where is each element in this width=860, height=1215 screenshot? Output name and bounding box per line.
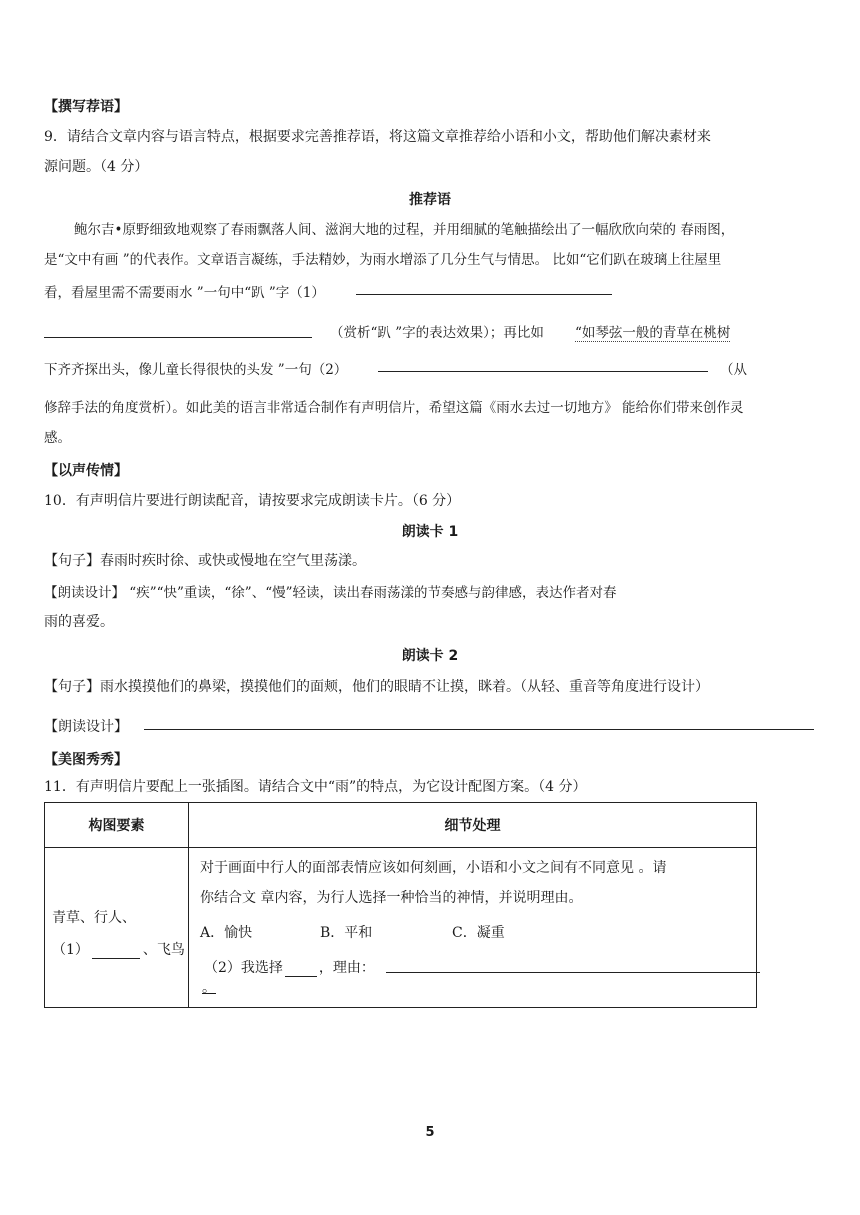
elements-cell <box>45 848 189 1008</box>
answer-blank-2[interactable] <box>378 371 708 372</box>
table-header-details: 细节处理 <box>189 803 757 848</box>
q11-stem: 11．有声明信片要配上一张插图。请结合文中“雨”的特点，为它设计配图方案。（4 分） <box>44 779 587 795</box>
q9-stem-line-2: 源问题。（4 分） <box>44 159 149 175</box>
elements-line-1: 青草、行人、 <box>52 910 136 926</box>
choice-answer-blank[interactable] <box>285 962 317 977</box>
reading-card-2-design-label: 【朗读设计】 <box>44 719 128 735</box>
recommendation-line-4-note: （赏析“趴 ”字的表达效果）；再比如 <box>330 325 544 341</box>
reading-card-2-title: 朗读卡 2 <box>401 648 459 664</box>
q9-stem-line-1: 9．请结合文章内容与语言特点，根据要求完善推荐语，将这篇文章推荐给小语和小文，帮助他们解决素材来 <box>44 129 711 145</box>
recommendation-line-6: 修辞手法的角度赏析）。如此美的语言非常适合制作有声明信片，希望这篇《雨水去过一切地方》 能给你们带来创作灵 <box>44 400 744 416</box>
section-heading-recommend: 【撰写荐语】 <box>44 99 128 115</box>
details-cell <box>189 848 757 1008</box>
option-c[interactable]: C．凝重 <box>452 925 505 941</box>
recommendation-line-3: 看，看屋里需不需要雨水 ”一句中“趴 ”字（1） <box>44 285 325 301</box>
recommendation-line-2: 是“文中有画 ”的代表作。文章语言凝练，手法精妙，为雨水增添了几分生气与情思。 比如“它们趴在玻璃上往屋里 <box>44 252 722 268</box>
reading-card-1-title: 朗读卡 1 <box>401 524 459 540</box>
reason-label: ，理由： <box>318 960 375 976</box>
elements-answer-blank[interactable] <box>92 944 140 959</box>
recommendation-line-5: 下齐齐探出头，像儿童长得很快的头发 ”一句（2） <box>44 362 348 378</box>
details-line-1: 对于画面中行人的面部表情应该如何刻画，小语和小文之间有不同意见 。请 <box>200 860 667 876</box>
page-number: 5 <box>425 1125 435 1140</box>
recommendation-line-4-quote: “如琴弦一般的青草在桃树 <box>575 321 730 342</box>
illustration-plan-table <box>44 802 757 1008</box>
q10-stem: 10．有声明信片要进行朗读配音，请按要求完成朗读卡片。（6 分） <box>44 493 461 509</box>
elements-line-2-end: 、飞鸟 <box>142 942 185 958</box>
reading-card-2-sentence: 【句子】雨水摸摸他们的鼻梁，摸摸他们的面颊，他们的眼睛不让摸，眯着。（从轻、重音等角度进行设计） <box>44 679 709 695</box>
recommendation-line-1: 鲍尔吉•原野细致地观察了春雨飘落人间、滋润大地的过程，并用细腻的笔触描绘出了一幅欣欣向荣的 春雨图， <box>74 222 735 238</box>
answer-blank-1a[interactable] <box>356 294 612 295</box>
answer-blank-1b[interactable] <box>44 337 312 338</box>
option-a[interactable]: A．愉快 <box>200 925 253 941</box>
table-header-elements: 构图要素 <box>45 803 189 848</box>
recommendation-title: 推荐语 <box>409 192 451 208</box>
recommendation-line-7: 感。 <box>44 430 71 446</box>
details-line-2: 你结合文 章内容，为行人选择一种恰当的神情，并说明理由。 <box>200 890 583 906</box>
reading-card-1-design-line-2: 雨的喜爱。 <box>44 614 114 630</box>
reading-card-1-design-line-1: 【朗读设计】 “疾”“快”重读，“徐”、“慢”轻读，读出春雨荡漾的节奏感与韵律感，表达作者对春 <box>44 585 617 601</box>
option-b[interactable]: B．平和 <box>320 925 373 941</box>
section-heading-picture: 【美图秀秀】 <box>44 752 128 768</box>
recommendation-line-5-end: （从 <box>720 362 747 378</box>
reading-card-1-sentence: 【句子】春雨时疾时徐、或快或慢地在空气里荡漾。 <box>44 553 366 569</box>
section-heading-voice: 【以声传情】 <box>44 463 128 479</box>
reason-answer-blank[interactable] <box>386 972 760 973</box>
reason-end-mark: 。 <box>202 980 216 996</box>
choose-label: （2）我选择 <box>204 960 283 976</box>
reading-design-answer-blank[interactable] <box>144 729 814 730</box>
elements-blank-label: （1） <box>52 942 89 958</box>
